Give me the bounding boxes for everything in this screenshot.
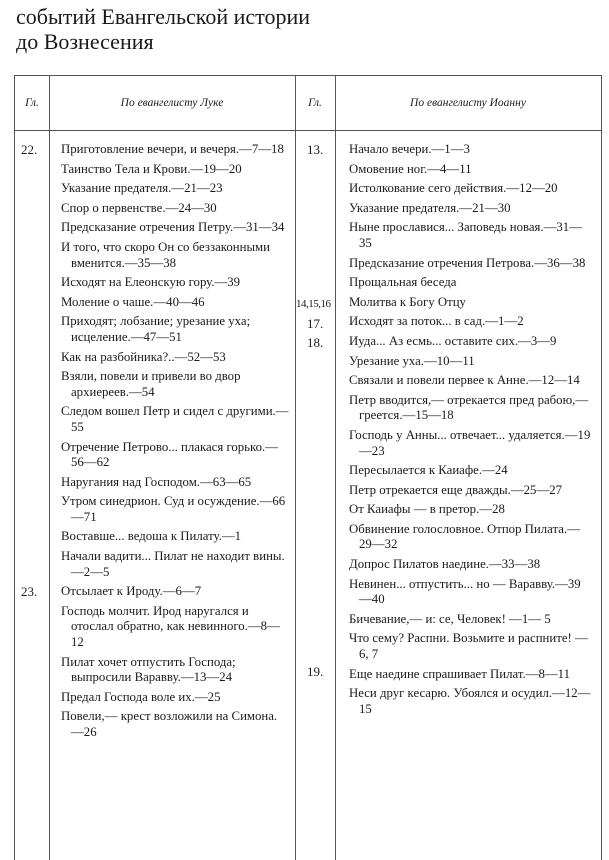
list-item: Начало вечери.—1—3 bbox=[349, 142, 470, 156]
header-luke: По евангелисту Луке bbox=[120, 97, 224, 109]
column-divider bbox=[335, 76, 336, 860]
list-item: И того, что скоро Он со беззаконными вменится.—35—38 bbox=[61, 239, 270, 270]
column-divider bbox=[295, 76, 296, 860]
header-john: По евангелисту Иоанну bbox=[410, 97, 526, 109]
list-item: Молитва к Богу Отцу bbox=[349, 294, 466, 309]
list-item: Следом вошел Петр и сидел с другими.—55 bbox=[61, 404, 289, 434]
chapter-label: 22. bbox=[21, 142, 38, 157]
list-item: Начали вадити... Пилат не находит вины.—2—5 bbox=[61, 549, 285, 579]
list-item: Петр вводится,— отрекается пред рабою,— греется.—15—18 bbox=[349, 392, 589, 423]
luke-column bbox=[61, 142, 289, 745]
list-item: Урезание уха.—10—11 bbox=[349, 353, 475, 368]
list-item: Предсказание отречения Петру.—31—34 bbox=[61, 220, 285, 235]
list-item: Взяли, повели и привели во двор архиереев.—54 bbox=[61, 369, 241, 399]
list-item: Утром синедрион. Суд и осуждение.—66—71 bbox=[61, 494, 286, 524]
list-item: Спор о первенстве.—24—30 bbox=[61, 200, 217, 215]
list-item: Предал Господа воле их.—25 bbox=[61, 689, 221, 704]
list-item: Иуда... Аз есмь... оставите сих.—3—9 bbox=[349, 333, 557, 348]
column-divider bbox=[49, 76, 50, 860]
list-item: Обвинение голословное. Отпор Пилата.—29—32 bbox=[349, 521, 580, 552]
list-item: Как на разбойника?..—52—53 bbox=[61, 349, 226, 364]
heading-line-2: до Вознесения bbox=[16, 29, 154, 54]
header-chapter-left: Гл. bbox=[25, 97, 39, 109]
list-item: Ныне прославися... Заповедь новая.—31—35 bbox=[349, 220, 582, 250]
list-item: Приготовление вечери, и вечеря.—7—18 bbox=[61, 142, 284, 156]
list-item: Истолкование сего действия.—12—20 bbox=[349, 181, 558, 196]
list-item: Бичевание,— и: се, Человек! —1— 5 bbox=[349, 611, 551, 626]
list-item: Господь молчит. Ирод наругался и отослал обратно, как невинного.—8—12 bbox=[61, 603, 280, 650]
list-item: Связали и повели первее к Анне.—12—14 bbox=[349, 373, 580, 388]
list-item: От Каиафы — в претор.—28 bbox=[349, 502, 505, 517]
list-item: Приходят; лобзание; урезание уха; исцеление.—47—51 bbox=[61, 314, 251, 344]
list-item: Омовение ног.—4—11 bbox=[349, 161, 472, 176]
chapter-label: 18. bbox=[307, 335, 324, 350]
list-item: Петр отрекается еще дважды.—25—27 bbox=[349, 482, 563, 497]
list-item: Наругания над Господом.—63—65 bbox=[61, 474, 252, 489]
list-item: Что сему? Распни. Возьмите и распните! —6, 7 bbox=[349, 631, 588, 662]
list-item: Пилат хочет отпустить Господа; выпросили Варавву.—13—24 bbox=[61, 654, 236, 685]
events-table bbox=[14, 75, 602, 860]
list-item: Воставше... ведоша к Пилату.—1 bbox=[61, 529, 242, 544]
header-chapter-right: Гл. bbox=[308, 97, 322, 109]
list-item: Неси друг кесарю. Убоялся и осудил.—12—15 bbox=[349, 686, 591, 716]
header-divider bbox=[15, 130, 601, 131]
list-item: Отсылает к Ироду.—6—7 bbox=[61, 584, 202, 599]
chapter-label: 13. bbox=[307, 142, 324, 157]
list-item: Моление о чаше.—40—46 bbox=[61, 294, 205, 309]
list-item: Указание предателя.—21—23 bbox=[61, 181, 223, 196]
list-item: Таинство Тела и Крови.—19—20 bbox=[61, 161, 242, 176]
list-item: Исходят на Елеонскую гору.—39 bbox=[61, 275, 241, 290]
list-item: Предсказание отречения Петрова.—36—38 bbox=[349, 255, 586, 270]
list-item: Исходят за поток... в сад.—1—2 bbox=[349, 314, 524, 329]
list-item: Прощальная беседа bbox=[349, 275, 457, 290]
chapter-label: 23. bbox=[21, 584, 38, 599]
page-heading bbox=[16, 4, 310, 54]
list-item: Повели,— крест возложили на Симона.—26 bbox=[61, 709, 278, 739]
list-item: Допрос Пилатов наедине.—33—38 bbox=[349, 557, 541, 572]
list-item: Еще наедине спрашивает Пилат.—8—11 bbox=[349, 666, 570, 681]
list-item: Невинен... отпустить... но — Варавву.—39—40 bbox=[349, 576, 581, 607]
list-item: Отречение Петрово... плакася горько.—56—62 bbox=[61, 439, 278, 470]
chapter-label: 19. bbox=[307, 664, 324, 679]
heading-line-1: событий Евангельской истории bbox=[16, 4, 311, 29]
chapter-label: 17. bbox=[307, 316, 324, 331]
john-column bbox=[349, 142, 591, 721]
list-item: Господь у Анны... отвечает... удаляется.—19—23 bbox=[349, 427, 591, 458]
list-item: Указание предателя.—21—30 bbox=[349, 200, 511, 215]
chapter-label: 14,15,16 bbox=[296, 298, 331, 310]
list-item: Пересылается к Каиафе.—24 bbox=[349, 463, 508, 478]
